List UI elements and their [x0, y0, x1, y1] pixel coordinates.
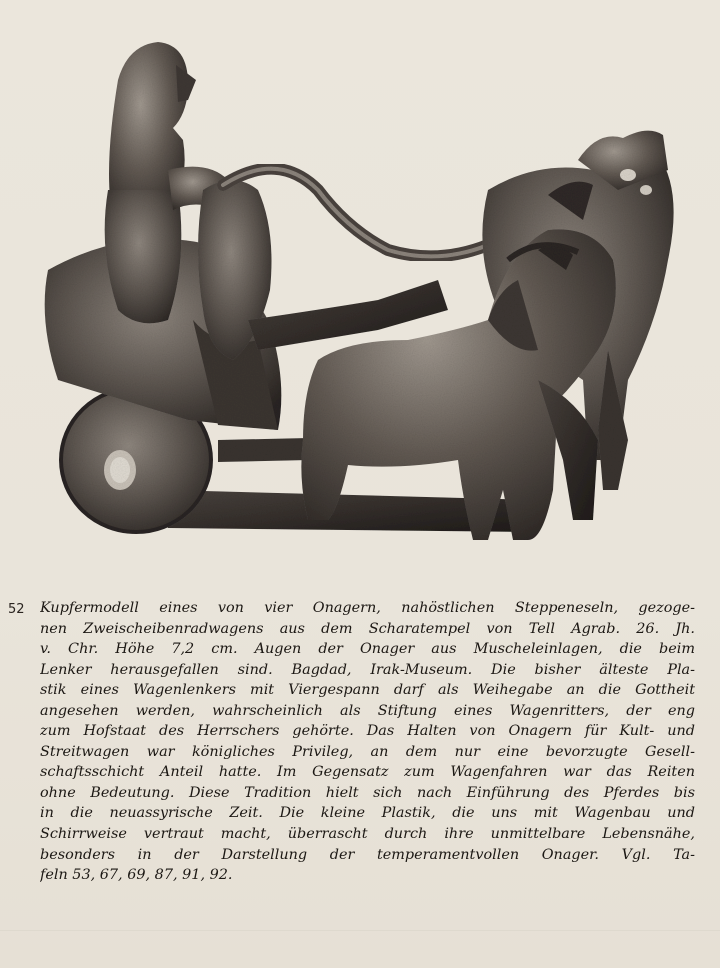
caption-line: Lenker herausgefallen sind. Bagdad, Irak-Museum. Die bisher älteste Pla- [40, 661, 695, 678]
caption-line: feln 53, 67, 69, 87, 91, 92. [40, 867, 233, 884]
caption-line: schaftsschicht Anteil hatte. Im Gegensatz zum Wagenfahren war das Reiten [40, 764, 695, 781]
caption-line: angesehen werden, wahrscheinlich als Stiftung eines Wagenritters, der eng [40, 702, 695, 719]
caption-line: stik eines Wagenlenkers mit Viergespann darf als Weihegabe an die Gottheit [40, 682, 695, 699]
caption-line: in die neuassyrische Zeit. Die kleine Plastik, die uns mit Wagenbau und [40, 805, 695, 822]
plate-number: 52 [8, 602, 25, 617]
caption-line: besonders in der Darstellung der temperamentvollen Onager. Vgl. Ta- [40, 846, 695, 863]
caption-line: Kupfermodell eines von vier Onagern, nahöstlichen Steppeneseln, gezoge- [40, 600, 695, 616]
caption-line: zum Hofstaat des Herrschers gehörte. Das Halten von Onagern für Kult- und [40, 723, 695, 740]
caption-line: v. Chr. Höhe 7,2 cm. Augen der Onager aus Muscheleinlagen, die beim [40, 641, 695, 658]
caption-line: nen Zweischeibenradwagens aus dem Scharatempel von Tell Agrab. 26. Jh. [40, 620, 695, 637]
chariot-figurine-image [18, 20, 708, 575]
figure-caption [40, 598, 695, 886]
caption-line: Streitwagen war königliches Privileg, an dem nur eine bevorzugte Gesell- [40, 743, 695, 760]
caption-line: Schirrweise vertraut macht, überrascht durch ihre unmittelbare Lebensnähe, [40, 826, 695, 843]
caption-line: ohne Bedeutung. Diese Tradition hielt sich nach Einführung des Pferdes bis [40, 784, 695, 801]
page-bottom-edge [0, 930, 720, 931]
figurine-photograph [18, 20, 708, 575]
